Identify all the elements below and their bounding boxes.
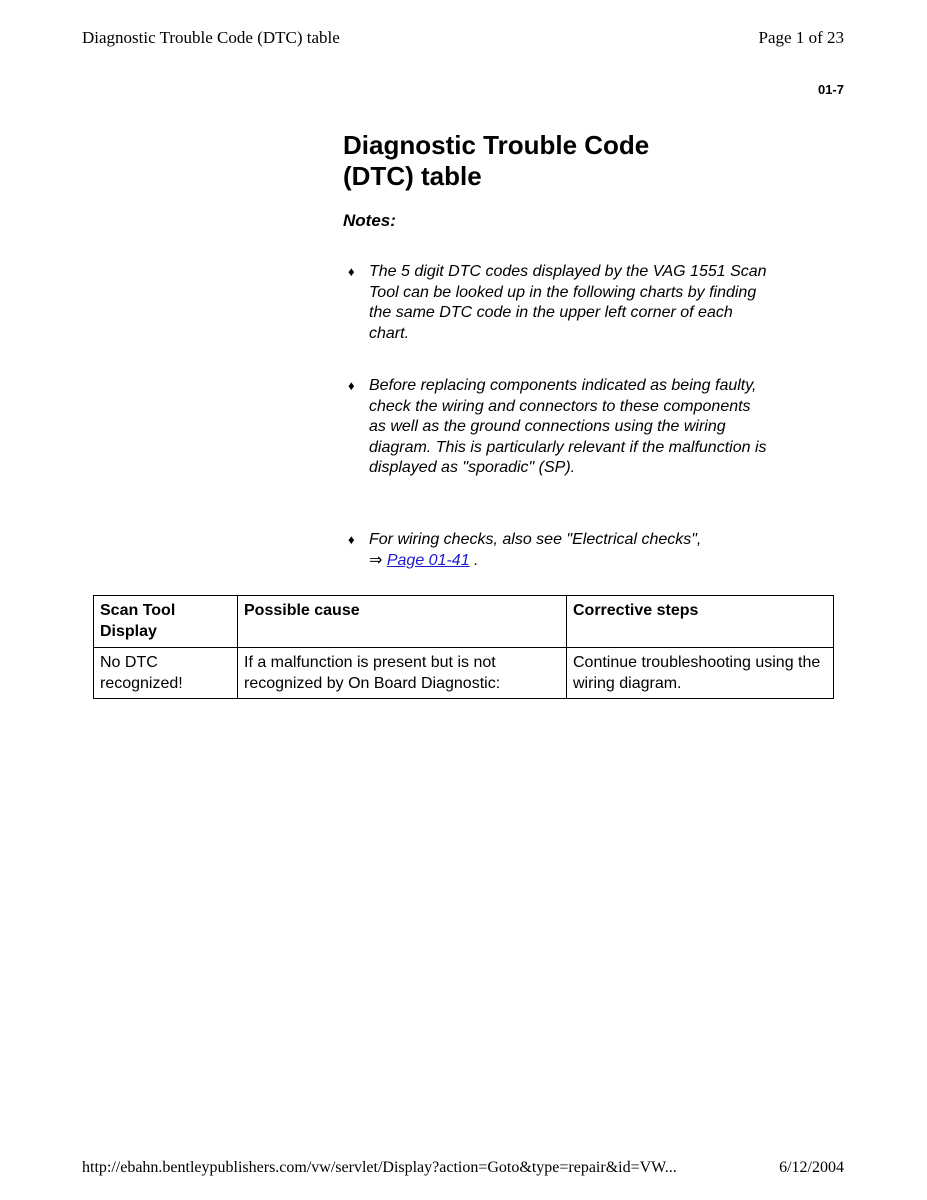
footer-date: 6/12/2004 — [779, 1159, 844, 1176]
column-header-possible-cause: Possible cause — [238, 596, 567, 648]
note-text: For wiring checks, also see "Electrical checks", — [369, 531, 702, 548]
section-code: 01-7 — [817, 82, 844, 97]
diamond-bullet-icon: ♦ — [348, 264, 355, 279]
document-title: Diagnostic Trouble Code (DTC) table — [343, 130, 650, 191]
page-number: Page 1 of 23 — [758, 28, 844, 47]
note-item — [348, 262, 768, 344]
table-header-row — [94, 596, 834, 648]
diamond-bullet-icon: ♦ — [348, 532, 355, 547]
page-header-title: Diagnostic Trouble Code (DTC) table — [82, 28, 340, 47]
note-text: The 5 digit DTC codes displayed by the VAG 1551 Scan Tool can be looked up in the following charts by finding the same DTC code in the upper left corner of each chart. — [369, 263, 767, 342]
notes-heading: Notes: — [343, 211, 396, 230]
table-cell-corrective-steps: Continue troubleshooting using the wiring diagram. — [567, 648, 834, 699]
column-header-corrective-steps: Corrective steps — [567, 596, 834, 648]
table-cell-scan-tool-display: No DTC recognized! — [94, 648, 238, 699]
note-item — [348, 376, 768, 479]
table-cell-possible-cause: If a malfunction is present but is not recognized by On Board Diagnostic: — [238, 648, 567, 699]
diamond-bullet-icon: ♦ — [348, 378, 355, 393]
page-link[interactable]: Page 01-41 — [386, 551, 470, 569]
note-item — [348, 530, 768, 571]
note-text: Before replacing components indicated as being faulty, check the wiring and connectors to these components as well as the ground connections using the wiring diagram. This is particularly relevant if the malfunction is displayed as "sporadic" (SP). — [369, 377, 767, 476]
table-row — [94, 648, 834, 699]
arrow-right-icon: ⇒ — [369, 551, 383, 569]
note-text-container — [369, 530, 768, 571]
dtc-table — [93, 595, 834, 699]
footer-url: http://ebahn.bentleypublishers.com/vw/servlet/Display?action=Goto&type=repair&id=VW... — [82, 1159, 677, 1176]
column-header-scan-tool-display: Scan Tool Display — [94, 596, 238, 648]
note-suffix: . — [474, 551, 479, 569]
